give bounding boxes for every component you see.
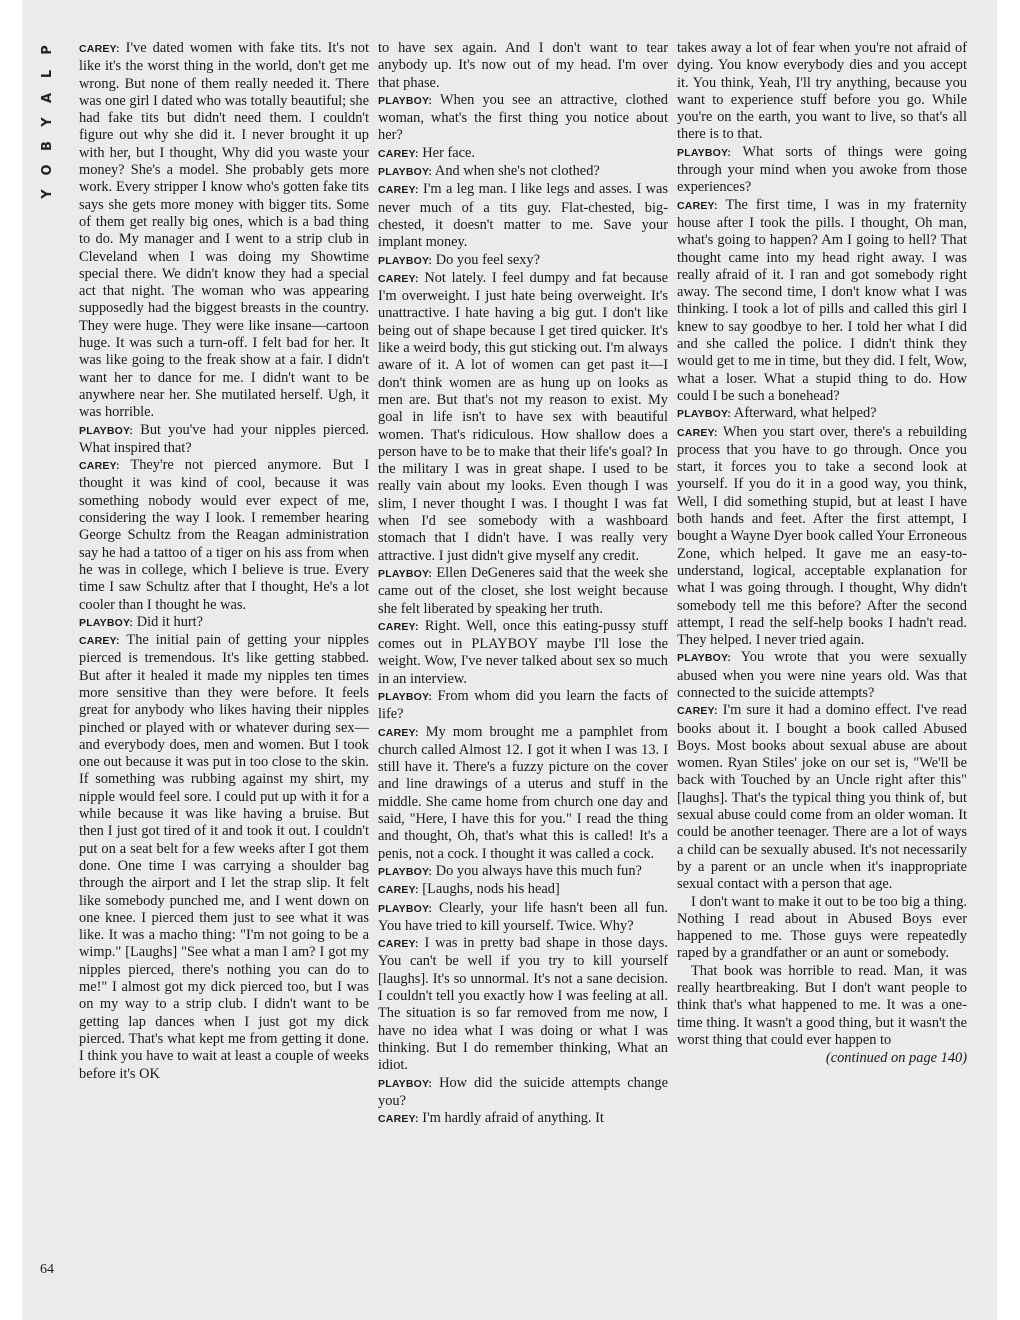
speaker-label: PLAYBOY: <box>378 865 433 878</box>
paragraph-text: I'm hardly afraid of anything. It <box>418 1110 604 1127</box>
speaker-label: PLAYBOY: <box>677 408 732 421</box>
paragraph-text: [Laughs, nods his head] <box>418 881 560 898</box>
interview-paragraph <box>79 632 369 1083</box>
paragraph-text: But you've had your nipples pierced. What inspired that? <box>79 421 369 456</box>
paragraph-text: What sorts of things were going through your mind when you awoke from those experiences? <box>677 143 967 196</box>
paragraph-text: I don't want to make it out to be too big a thing. Nothing I read about in Abused Boys ever happened to me. Those guys were repeatedly raped by a grandfather or an aunt or somebody. <box>677 893 967 962</box>
interview-paragraph <box>378 163 668 181</box>
paragraph-text: I'm a leg man. I like legs and asses. I was never much of a tits guy. Flat-chested, big-chested, it doesn't matter to me. Save your implant money. <box>378 181 668 251</box>
interview-paragraph <box>378 40 668 92</box>
interview-paragraph <box>677 40 967 144</box>
speaker-label: PLAYBOY: <box>677 146 732 159</box>
masthead-letter: P <box>40 45 55 55</box>
speaker-label: PLAYBOY: <box>378 254 433 267</box>
interview-paragraph <box>378 863 668 881</box>
speaker-label: CAREY: <box>378 147 419 160</box>
interview-paragraph <box>79 614 369 632</box>
speaker-label: CAREY: <box>677 426 718 439</box>
speaker-label: CAREY: <box>378 884 419 897</box>
paragraph-text: Not lately. I feel dumpy and fat because I'm overweight. I just hate being overweight. It's unattractive. I hate having a big gut. I don't like being out of shape because I get tired quicker. It's like a weird body, this gut sticking out. I'm always aware of it. A lot of women can get past it—I don't think women are as hung up on looks as men are. But that's not my reason to exist. My goal in life isn't to have sex with beautiful women. That's ridiculous. How shallow does a person have to be to make that their life's goal? In the military I was in great shape. I used to be really vain about my looks. Even though I was slim, I never thought I was. I thought I was fat when I'd see somebody with a washboard stomach that I didn't have. I was really very attractive. I just didn't give myself any credit. <box>378 269 668 564</box>
speaker-label: CAREY: <box>378 726 419 739</box>
continued-note: (continued on page 140) <box>825 1050 967 1067</box>
interview-paragraph <box>378 92 668 145</box>
paragraph-text: That book was horrible to read. Man, it was really heartbreaking. But I don't want people to think that's what happened to me. It was a one-time thing. It wasn't a good thing, but it wasn't the worst thing that could ever happen to <box>677 962 967 1048</box>
speaker-label: PLAYBOY: <box>378 902 433 915</box>
speaker-label: PLAYBOY: <box>79 424 134 437</box>
interview-paragraph <box>677 702 967 893</box>
interview-paragraph <box>378 145 668 163</box>
text-column-1 <box>79 40 369 1083</box>
text-column-3 <box>677 40 967 1068</box>
speaker-label: CAREY: <box>378 620 419 633</box>
interview-paragraph <box>378 565 668 618</box>
paragraph-text: Do you always have this much fun? <box>432 862 642 879</box>
speaker-label: CAREY: <box>79 43 120 55</box>
speaker-label: CAREY: <box>79 460 120 473</box>
paragraph-text: Did it hurt? <box>133 613 204 630</box>
interview-paragraph <box>79 457 369 614</box>
interview-paragraph <box>677 424 967 650</box>
paragraph-text: Ellen DeGeneres said that the week she came out of the closet, she lost weight because she felt liberated by speaking her truth. <box>378 564 668 617</box>
interview-paragraph <box>677 894 967 963</box>
speaker-label: CAREY: <box>378 1113 419 1126</box>
paragraph-text: I'm sure it had a domino effect. I've read books about it. I bought a book called Abused Boys. Most books about sexual abuse are about women. Ryan Stiles' joke on our set is, "We'll be back with Touched by an Uncle right after this" [laughs]. That's the typical thing you think of, but sexual abuse could come from an older woman. It could be another teenager. There are a lot of ways a child can be sexually abused. It's not necessarily by a parent or an uncle when it's inappropriate sexual contact with a person that age. <box>677 702 967 893</box>
interview-paragraph <box>677 144 967 197</box>
speaker-label: PLAYBOY: <box>378 94 433 107</box>
speaker-label: CAREY: <box>378 272 419 285</box>
interview-paragraph <box>378 935 668 1074</box>
speaker-label: CAREY: <box>378 938 419 951</box>
interview-paragraph <box>378 900 668 936</box>
speaker-label: CAREY: <box>677 705 718 718</box>
text-column-2 <box>378 40 668 1128</box>
speaker-label: CAREY: <box>378 184 419 197</box>
paragraph-text: How did the suicide attempts change you? <box>378 1074 668 1109</box>
interview-paragraph <box>677 649 967 702</box>
paragraph-text: You wrote that you were sexually abused when you were nine years old. Was that connected to the suicide attempts? <box>677 649 967 701</box>
paragraph-text: The initial pain of getting your nipples pierced is tremendous. It's like getting stabbed. But after it healed it made my nipples ten times more sensitive than they were before. It feels great for anybody who likes having their nipples pinched or played with or whatever during sex—and everybody does, men and women. But I took one out because it was put in too close to the skin. If something was rubbing against my shirt, my nipple would feel sore. I could put up with it for a while because it was like having a bruise. But then I just got tired of it and took it out. I couldn't put on a seat belt for a few weeks after I got them done. One time I was carrying a shoulder bag through the airport and I let the strap slip. It felt like somebody punched me, and I went down on one knee. I pierced them just to see what it was like. It was a macho thing: "I'm not going to be a wimp." [Laughs] "See what a man I am? I got my nipples pierced, there's nothing you can do to me!" I almost got my dick pierced too, but I was on my way to a strip club. I didn't want to be getting lap dances when I just got my dick pierced. That's what kept me from getting it done. I think you have to wait at least a couple of weeks before it's OK <box>79 632 369 1082</box>
interview-paragraph <box>378 1110 668 1128</box>
masthead-letter: Y <box>40 117 55 127</box>
interview-paragraph <box>378 252 668 270</box>
speaker-label: PLAYBOY: <box>378 690 433 703</box>
paragraph-text: Clearly, your life hasn't been all fun. You have tried to kill yourself. Twice. Why? <box>378 899 668 934</box>
paragraph-text: Right. Well, once this eating-pussy stuff comes out in PLAYBOY maybe I'll lose the weight. Wow, I've never talked about sex so much in an interview. <box>378 617 668 687</box>
speaker-label: PLAYBOY: <box>677 652 732 665</box>
paragraph-text: When you start over, there's a rebuilding process that you have to go through. Once you start, it forces you to take a second look at yourself. If you do it in a good way, you think, Well, I did something stupid, but at least I have both hands and feet. After the first attempt, I bought a Wayne Dyer book called Your Erroneous Zone, which helped. It gave me an easy-to-understand, logical, acceptable explanation for what I was going through. I thought, Why didn't somebody tell me this before? After the second attempt, I read the self-help books I hadn't read. They helped. I never tried again. <box>677 423 967 649</box>
interview-paragraph <box>378 181 668 251</box>
masthead-letter: B <box>40 141 55 151</box>
speaker-label: CAREY: <box>677 199 718 212</box>
interview-paragraph <box>677 197 967 406</box>
interview-paragraph <box>378 270 668 565</box>
paragraph-text: to have sex again. And I don't want to tear anybody up. It's now out of my head. I'm over that phase. <box>378 40 668 91</box>
interview-paragraph <box>79 422 369 458</box>
masthead-letter: L <box>40 69 55 79</box>
paragraph-text: I've dated women with fake tits. It's not like it's the worst thing in the world, don't get me wrong. But none of them really needed it. There was one girl I dated who was totally beautiful; she had fake tits but didn't need them. I couldn't figure out why she did it. I never brought it up with her, but I thought, Why did you waste your money? She's a model. She probably gets more work. Every stripper I know who's gotten fake tits says she gets more money with bigger tits. Some of them get really big ones, which is a bad thing to do. My manager and I went to a strip club in Cleveland when I was doing my Showtime special there. We didn't know they had a special act that night. The woman who was appearing supposedly had the biggest breasts in the country. They were huge. They were like insane—cartoon huge. It was such a turn-off. I felt bad for her. It was like going to the freak show at a fair. I didn't want her to dance for me. I didn't want to be anywhere near her. She mutilated herself. Ugh, it was horrible. <box>79 40 369 421</box>
paragraph-text: Do you feel sexy? <box>432 251 541 268</box>
interview-paragraph <box>378 881 668 899</box>
paragraph-text: And when she's not clothed? <box>432 163 600 180</box>
paragraph-text: The first time, I was in my fraternity house after I took the pills. I thought, Oh man, what's going to happen? Am I going to hell? That thought came into my head right away. I was really afraid of it. I ran and got somebody right away. The second time, I don't know what I was thinking. I took a lot of pills and called this girl I knew to say goodbye to her. I told her what I did and she called the police. I didn't think they would get to me in time, but they did. I felt, Wow, what a loser. What a stupid thing to do. How could I be such a bonehead? <box>677 196 967 404</box>
magazine-page <box>22 0 997 1320</box>
speaker-label: CAREY: <box>79 635 120 648</box>
paragraph-text: When you see an attractive, clothed woman, what's the first thing you notice about her? <box>378 91 668 144</box>
speaker-label: PLAYBOY: <box>378 166 433 179</box>
paragraph-text: Afterward, what helped? <box>731 405 877 422</box>
speaker-label: PLAYBOY: <box>378 1077 433 1090</box>
paragraph-text: My mom brought me a pamphlet from church called Almost 12. I got it when I was 13. I still have it. There's a fuzzy picture on the cover and line drawings of a uterus and stuff in the middle. She came home from church one day and said, "Here, I have this for you." I read the thing and thought, Oh, that's what this is called! It's a penis, not a cock. I thought it was called a cock. <box>378 723 668 862</box>
paragraph-text: I was in pretty bad shape in those days. You can't be well if you try to kill yourself [laughs]. It's so unnormal. It's not a sane decision. I couldn't tell you exactly how I was feeling at all. The situation is so far removed from me now, I have no idea what I was doing or what I was thinking. But I do remember thinking, What an idiot. <box>378 935 668 1074</box>
paragraph-text: takes away a lot of fear when you're not afraid of dying. You know everybody dies and you accept it. You think, Yeah, I'll try anything, because you want to experience stuff before you go. While you're on the earth, you want to live, so that's all there is to that. <box>677 40 967 143</box>
paragraph-text: They're not pierced anymore. But I thought it was kind of cool, because it was something nobody would ever expect of me, considering the way I look. I remember hearing George Schultz from the Reagan administration say he had a tattoo of a tiger on his ass from when he was in college, which I believe is true. Every time I saw Schultz after that I thought, He's a lot cooler than I thought he was. <box>79 457 369 613</box>
paragraph-text: Her face. <box>418 144 476 161</box>
interview-paragraph <box>378 688 668 724</box>
interview-paragraph <box>79 40 369 422</box>
interview-paragraph <box>378 724 668 863</box>
playboy-masthead <box>36 38 60 206</box>
speaker-label: PLAYBOY: <box>79 616 134 629</box>
interview-paragraph <box>677 963 967 1049</box>
interview-paragraph <box>378 618 668 688</box>
interview-paragraph <box>677 405 967 423</box>
masthead-letter: A <box>40 92 55 104</box>
speaker-label: PLAYBOY: <box>378 567 433 580</box>
interview-paragraph <box>378 1075 668 1111</box>
masthead-letter: O <box>40 164 55 176</box>
masthead-letter: Y <box>40 189 55 199</box>
paragraph-text: From whom did you learn the facts of life? <box>378 687 668 723</box>
page-number: 64 <box>40 1262 54 1277</box>
